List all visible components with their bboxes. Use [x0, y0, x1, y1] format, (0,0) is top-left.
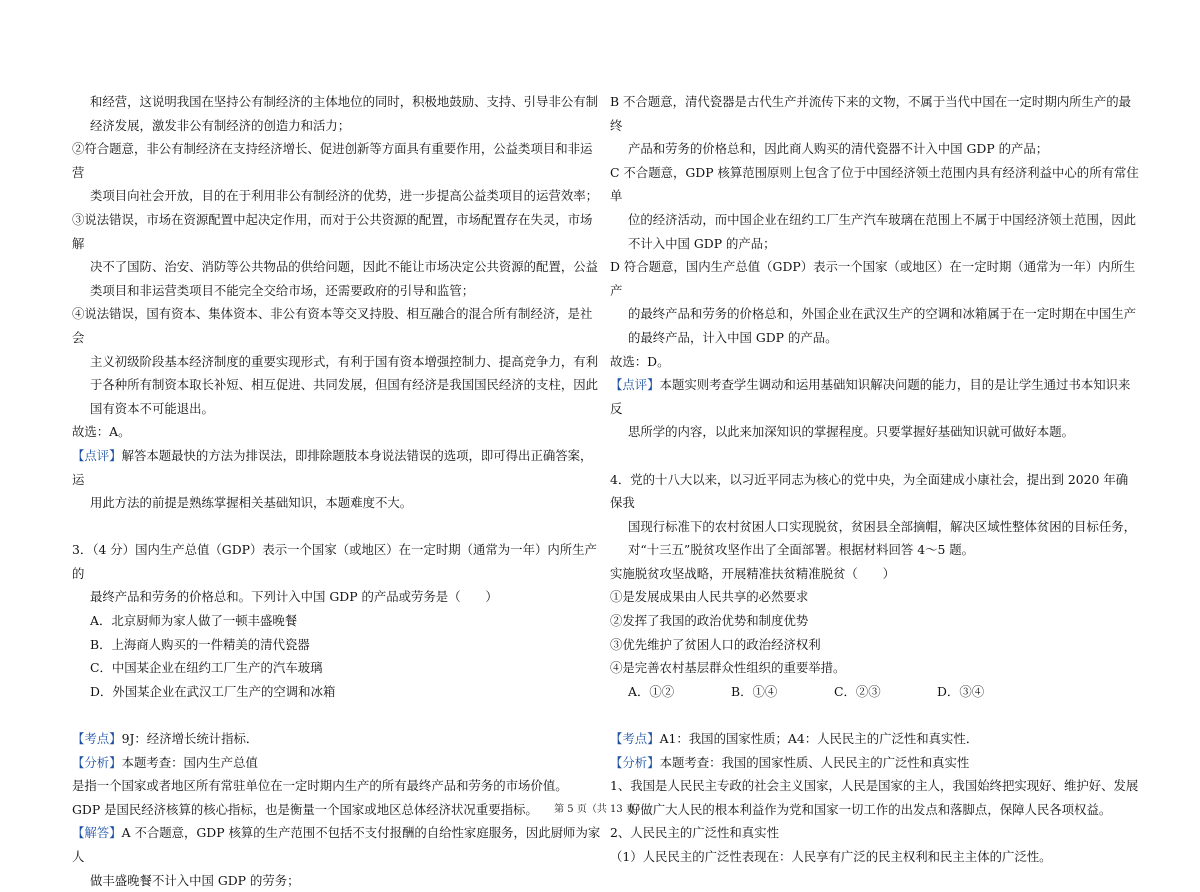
text-line: 对“十三五”脱贫攻坚作出了全面部署。根据材料回答 4～5 题。	[628, 542, 975, 558]
q4-choice-c: C．②③	[834, 683, 881, 699]
text-line: 的最终产品，计入中国 GDP 的产品。	[628, 329, 838, 345]
text-line: 用此方法的前提是熟练掌握相关基础知识，本题难度不大。	[90, 495, 413, 511]
kaodian-line: 【考点】A1：我国的国家性质；A4：人民民主的广泛性和真实性．	[610, 731, 979, 747]
q4-choices	[610, 680, 1140, 704]
question-stem: 实施脱贫攻坚战略，开展精准扶贫精准脱贫（ ）	[610, 565, 895, 581]
text-line: 最终产品和劳务的价格总和。下列计入中国 GDP 的产品或劳务是（ ）	[90, 589, 498, 605]
q3-option-a: A．北京厨师为家人做了一顿丰盛晚餐	[90, 613, 298, 629]
text-line: 国有资本不可能退出。	[90, 400, 214, 416]
text-line: 产品和劳务的价格总和，因此商人购买的清代瓷器不计入中国 GDP 的产品；	[628, 141, 1049, 157]
q4-item: ②发挥了我国的政治优势和制度优势	[610, 613, 809, 629]
text-line: 思所学的内容，以此来加深知识的掌握程度。只要掌握好基础知识就可做好本题。	[628, 424, 1075, 440]
q3-option-b: B．上海商人购买的一件精美的清代瓷器	[90, 636, 310, 652]
question-3: 3．（4 分）国内生产总值（GDP）表示一个国家（或地区）在一定时期（通常为一年）内所生产的	[72, 542, 597, 581]
text-line: 经济发展，激发非公有制经济的创造力和活力；	[90, 117, 351, 133]
text-line: 不计入中国 GDP 的产品；	[628, 235, 776, 251]
q4-item: ④是完善农村基层群众性组织的重要举措。	[610, 660, 846, 676]
text-line: 于各种所有制资本取长补短、相互促进、共同发展，但国有经济是我国国民经济的支柱，因此	[90, 377, 599, 393]
text-line: 决不了国防、治安、消防等公共物品的供给问题，因此不能让市场决定公共资源的配置，公益	[90, 259, 599, 275]
text-line: ②符合题意，非公有制经济在支持经济增长、促进创新等方面具有重要作用，公益类项目和非运营	[72, 141, 593, 180]
text-line: 国现行标准下的农村贫困人口实现脱贫，贫困县全部摘帽，解决区域性整体贫困的目标任务，	[628, 518, 1137, 534]
text-line: 2、人民民主的广泛性和真实性	[610, 825, 779, 841]
q4-choice-b: B．①④	[731, 683, 778, 699]
comment-tag: 【点评】	[72, 447, 122, 463]
q3-option-d: D．外国某企业在武汉工厂生产的空调和冰箱	[90, 683, 336, 699]
text-line: D 符合题意，国内生产总值（GDP）表示一个国家（或地区）在一定时期（通常为一年）内所生产	[610, 259, 1136, 298]
text-line: ④说法错误，国有资本、集体资本、非公有资本等交叉持股、相互融合的混合所有制经济，是社会	[72, 306, 593, 345]
text-line: B 不合题意，清代瓷器是古代生产并流传下来的文物，不属于当代中国在一定时期内所生产的最终	[610, 94, 1132, 133]
text-line: GDP 是国民经济核算的核心指标，也是衡量一个国家或地区总体经济状况重要指标。	[72, 801, 538, 817]
text-line: 1、我国是人民民主专政的社会主义国家，人民是国家的主人，我国始终把实现好、维护好、发展	[610, 778, 1139, 794]
q4-choice-d: D．③④	[937, 683, 985, 699]
text-line: 类项目向社会开放，目的在于利用非公有制经济的优势，进一步提高公益类项目的运营效率；	[90, 188, 599, 204]
q4-item: ③优先维护了贫困人口的政治经济权利	[610, 636, 821, 652]
text-line: C 不合题意，GDP 核算范围原则上包含了位于中国经济领土范围内具有经济利益中心的所有常住单	[610, 164, 1139, 204]
q4-choice-a: A．①②	[628, 683, 675, 699]
fenxi-line: 【分析】本题考查：国内生产总值	[72, 754, 258, 770]
left-column	[72, 90, 602, 892]
comment-line: 【点评】本题实则考查学生调动和运用基础知识解决问题的能力，目的是让学生通过书本知识来反	[610, 377, 1131, 416]
text-line: 主义初级阶段基本经济制度的重要实现形式，有利于国有资本增强控制力、提高竞争力，有利	[90, 353, 599, 369]
right-column	[610, 90, 1140, 869]
q3-option-c: C．中国某企业在纽约工厂生产的汽车玻璃	[90, 660, 323, 676]
text-line: 和经营，这说明我国在坚持公有制经济的主体地位的同时，积极地鼓励、支持、引导非公有制	[90, 94, 599, 109]
text-line: 做丰盛晚餐不计入中国 GDP 的劳务；	[90, 872, 300, 888]
kaodian-line: 【考点】9J：经济增长统计指标．	[72, 731, 259, 747]
fenxi-line: 【分析】本题考查：我国的国家性质、人民民主的广泛性和真实性	[610, 754, 970, 770]
jieda-line: 【解答】A 不合题意，GDP 核算的生产范围不包括不支付报酬的自给性家庭服务，因此厨师为家人	[72, 825, 601, 864]
comment-line: 【点评】解答本题最快的方法为排误法，即排除题肢本身说法错误的选项，即可得出正确答案，运	[72, 447, 593, 487]
text-line: ③说法错误，市场在资源配置中起决定作用，而对于公共资源的配置，市场配置存在失灵，市场解	[72, 211, 593, 251]
question-4: 4．党的十八大以来，以习近平同志为核心的党中央，为全面建成小康社会，提出到 2020 年确保我	[610, 471, 1129, 511]
answer-line: 故选：A。	[72, 424, 131, 440]
text-line: 的最终产品和劳务的价格总和，外国企业在武汉生产的空调和冰箱属于在一定时期在中国生产	[628, 306, 1137, 322]
answer-line: 故选：D。	[610, 353, 670, 369]
text-line: 好做广大人民的根本利益作为党和国家一切工作的出发点和落脚点，保障人民各项权益。	[628, 801, 1112, 817]
text-line: 类项目和非运营类项目不能完全交给市场，还需要政府的引导和监管；	[90, 282, 475, 298]
text-line: 是指一个国家或者地区所有常驻单位在一定时期内生产的所有最终产品和劳务的市场价值。	[72, 778, 568, 794]
page-footer: 第 5 页（共 13 页）	[554, 804, 646, 815]
text-line: 位的经济活动，而中国企业在纽约工厂生产汽车玻璃在范围上不属于中国经济领土范围，因此	[628, 211, 1137, 227]
q4-item: ①是发展成果由人民共享的必然要求	[610, 589, 809, 605]
text-line: （1）人民民主的广泛性表现在：人民享有广泛的民主权利和民主主体的广泛性。	[610, 849, 1052, 864]
